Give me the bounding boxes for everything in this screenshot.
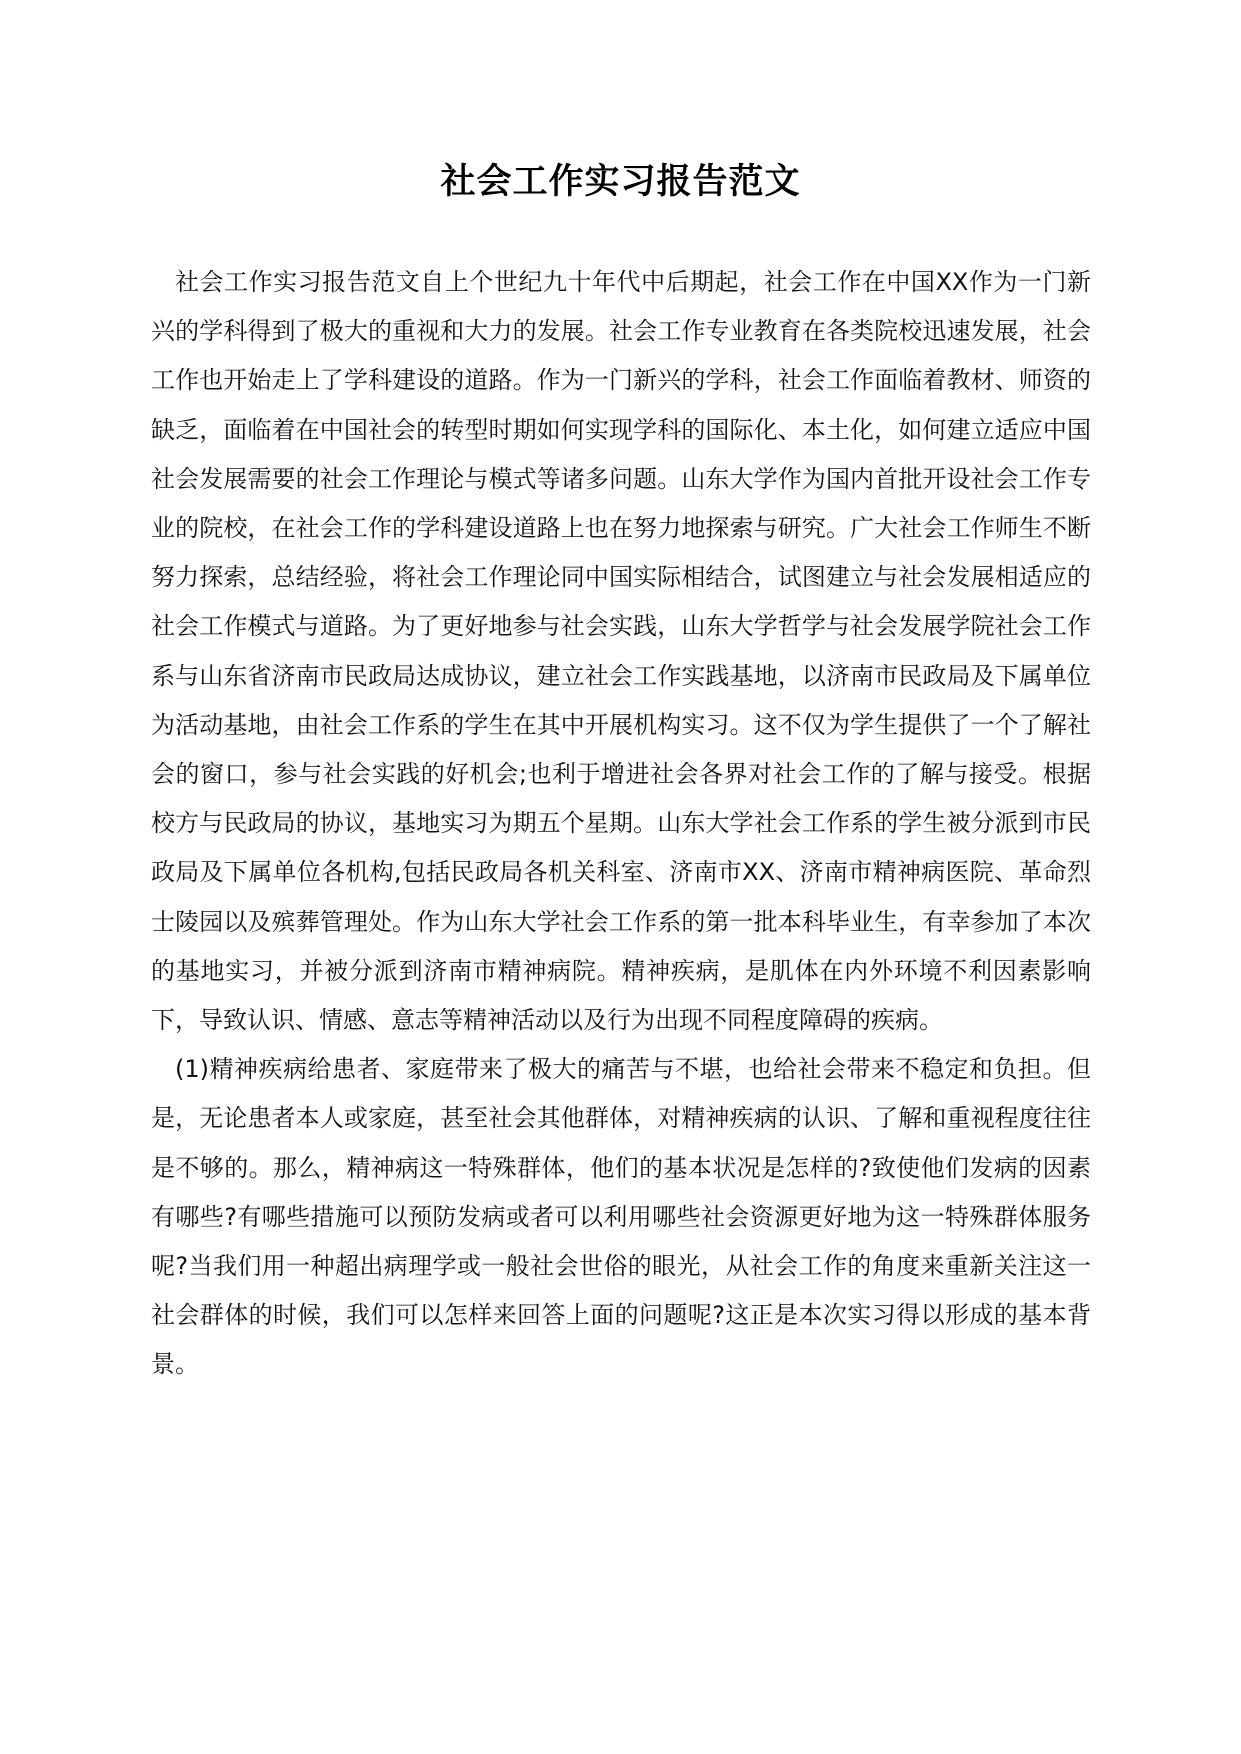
paragraph-2: (1)精神疾病给患者、家庭带来了极大的痛苦与不堪，也给社会带来不稳定和负担。但是，无论患者本人或家庭，甚至社会其他群体，对精神疾病的认识、了解和重视程度往往是不够的。那么，精神病这一特殊群体，他们的基本状况是怎样的?致使他们发病的因素有哪些?有哪些措施可以预防发病或者可以利用哪些社会资源更好地为这一特殊群体服务呢?当我们用一种超出病理学或一般社会世俗的眼光，从社会工作的角度来重新关注这一社会群体的时候，我们可以怎样来回答上面的问题呢?这正是本次实习得以形成的基本背景。 — [151, 1055, 1091, 1379]
paragraph-1: 社会工作实习报告范文自上个世纪九十年代中后期起，社会工作在中国XX作为一门新兴的学科得到了极大的重视和大力的发展。社会工作专业教育在各类院校迅速发展，社会工作也开始走上了学科建设的道路。作为一门新兴的学科，社会工作面临着教材、师资的缺乏，面临着在中国社会的转型时期如何实现学科的国际化、本土化，如何建立适应中国社会发展需要的社会工作理论与模式等诸多问题。山东大学作为国内首批开设社会工作专业的院校，在社会工作的学科建设道路上也在努力地探索与研究。广大社会工作师生不断努力探索，总结经验，将社会工作理论同中国实际相结合，试图建立与社会发展相适应的社会工作模式与道路。为了更好地参与社会实践，山东大学哲学与社会发展学院社会工作系与山东省济南市民政局达成协议，建立社会工作实践基地，以济南市民政局及下属单位为活动基地，由社会工作系的学生在其中开展机构实习。这不仅为学生提供了一个了解社会的窗口，参与社会实践的好机会;也利于增进社会各界对社会工作的了解与接受。根据校方与民政局的协议，基地实习为期五个星期。山东大学社会工作系的学生被分派到市民政局及下属单位各机构,包括民政局各机关科室、济南市XX、济南市精神病医院、革命烈士陵园以及殡葬管理处。作为山东大学社会工作系的第一批本科毕业生，有幸参加了本次的基地实习，并被分派到济南市精神病院。精神疾病，是肌体在内外环境不利因素影响下，导致认识、情感、意志等精神活动以及行为出现不同程度障碍的疾病。 — [151, 268, 1091, 1035]
document-title: 社会工作实习报告范文 — [440, 162, 801, 202]
document-body — [151, 258, 1091, 1390]
